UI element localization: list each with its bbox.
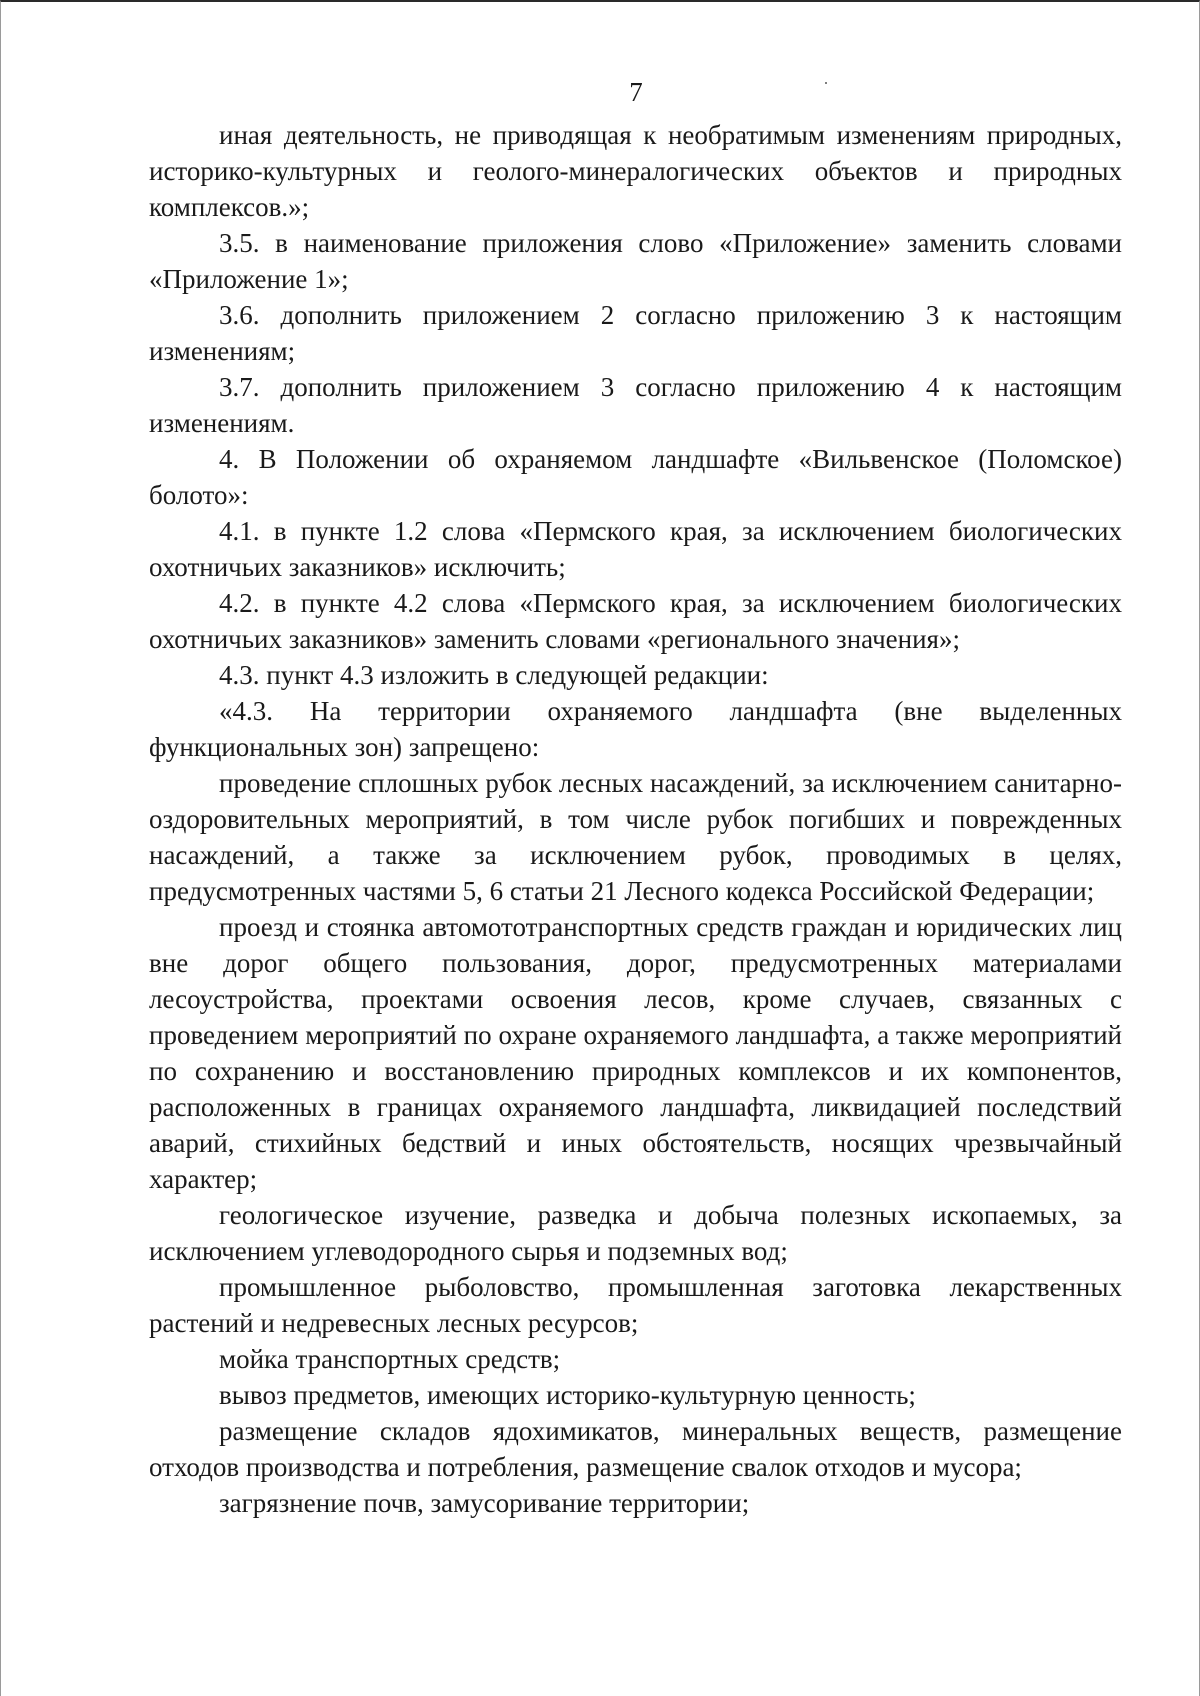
paragraph: мойка транспортных средств;	[219, 1344, 561, 1374]
paragraph: 4.1. в пункте 1.2 слова «Пермского края, за исключением биологических охотничьих заказников» исключить;	[149, 516, 1122, 582]
scan-speck	[825, 82, 827, 84]
paragraph: проезд и стоянка автомототранспортных средств граждан и юридических лиц вне дорог общего пользования, дорог, предусмотренных материалами лесоустройства, проектами освоения лесов, кроме случаев, связанных с проведением мероприятий по охране охраняемого ландшафта, а также мероприятий по сохранению и восстановлению природных комплексов и их компонентов, расположенных в границах охраняемого ландшафта, ликвидацией последствий аварий, стихийных бедствий и иных обстоятельств, носящих чрезвычайный характер;	[149, 912, 1122, 1194]
paragraph: загрязнение почв, замусоривание территории;	[219, 1488, 750, 1518]
paragraph: вывоз предметов, имеющих историко-культурную ценность;	[219, 1380, 916, 1410]
paragraph: промышленное рыболовство, промышленная заготовка лекарственных растений и недревесных лесных ресурсов;	[149, 1272, 1122, 1338]
paragraph: 4.3. пункт 4.3 изложить в следующей редакции:	[219, 660, 769, 690]
paragraph: 3.5. в наименование приложения слово «Приложение» заменить словами «Приложение 1»;	[149, 228, 1122, 294]
paragraph: 4. В Положении об охраняемом ландшафте «Вильвенское (Поломское) болото»:	[149, 444, 1122, 510]
paragraph: 3.7. дополнить приложением 3 согласно приложению 4 к настоящим изменениям.	[149, 372, 1122, 438]
paragraph: проведение сплошных рубок лесных насаждений, за исключением санитарно-оздоровительных мероприятий, в том числе рубок погибших и поврежденных насаждений, а также за исключением рубок, проводимых в целях, предусмотренных частями 5, 6 статьи 21 Лесного кодекса Российской Федерации;	[149, 768, 1122, 906]
paragraph: 3.6. дополнить приложением 2 согласно приложению 3 к настоящим изменениям;	[149, 300, 1122, 366]
paragraph: «4.3. На территории охраняемого ландшафта (вне выделенных функциональных зон) запрещено:	[149, 696, 1122, 762]
paragraph: иная деятельность, не приводящая к необратимым изменениям природных, историко-культурных и геолого-минералогических объектов и природных комплексов.»;	[149, 120, 1122, 222]
paragraph: размещение складов ядохимикатов, минеральных веществ, размещение отходов производства и потребления, размещение свалок отходов и мусора;	[149, 1416, 1122, 1482]
document-body	[149, 117, 1122, 1521]
paragraph: геологическое изучение, разведка и добыча полезных ископаемых, за исключением углеводородного сырья и подземных вод;	[149, 1200, 1122, 1266]
paragraph: 4.2. в пункте 4.2 слова «Пермского края, за исключением биологических охотничьих заказников» заменить словами «регионального значения»;	[149, 588, 1122, 654]
page-number: 7	[629, 77, 643, 107]
